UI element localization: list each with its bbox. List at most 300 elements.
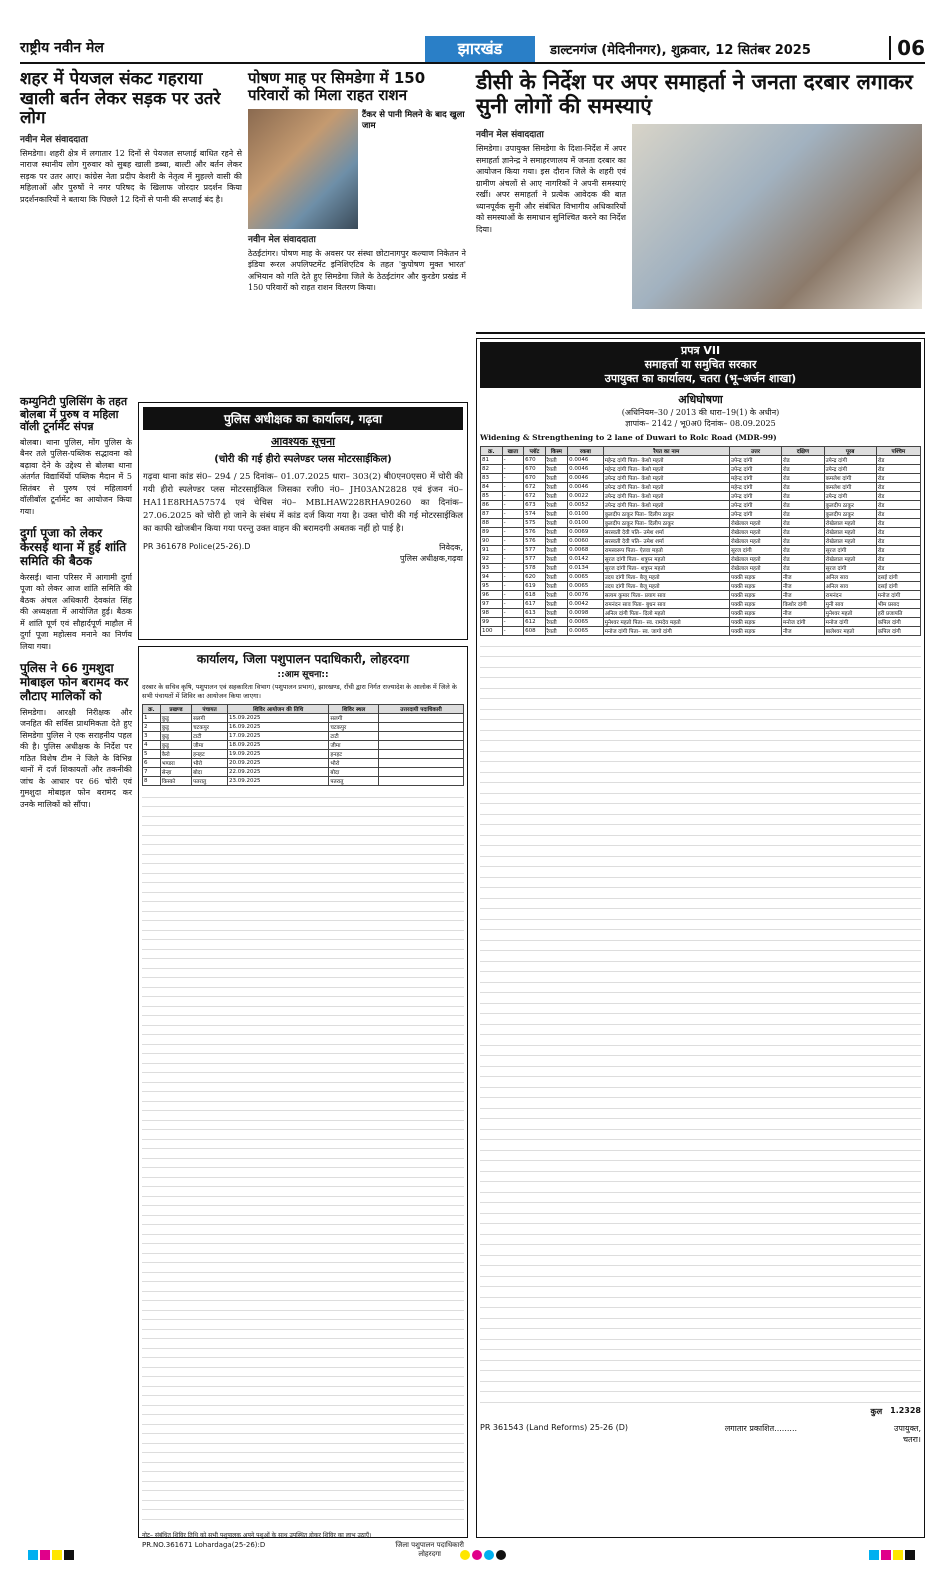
table-cell: रैयती [545,564,567,573]
table-cell: रैयती [545,555,567,564]
table-row [143,714,464,723]
table-cell: उपेन्द्र दांगी [824,456,876,465]
sign-line: उपायुक्त, [893,1424,921,1433]
notice-subtitle-2: (चोरी की गई हीरो स्पलेण्डर प्लस मोटरसाईकिल) [214,454,392,465]
land-header: क्र. [481,447,503,456]
table-cell: 95 [481,582,503,591]
table-cell: उपेन्द्र दांगी [824,492,876,501]
act-line: (अधिनियम–30 / 2013 की धारा–19(1) के अधीन) [621,408,780,417]
notice-animal-husbandry [138,646,468,1558]
land-header: उत्तर [729,447,781,456]
table-cell: बालेश्वर महतो [824,627,876,636]
table-cell: टाटी [192,732,228,741]
table-cell: सरस्वती देवी पति– उमेश शर्मा [603,537,729,546]
table-cell: 670 [524,456,546,465]
table-cell: कपिल दांगी [876,618,920,627]
ref-line: ज्ञापांक– 2142 / भू0अ0 दिनांक– 08.09.2025 [625,419,776,428]
table-cell: रोखेलाल महतो [824,528,876,537]
camp-header: शिविर स्थल [329,705,379,714]
table-cell: 575 [524,519,546,528]
table-cell: 18.09.2025 [228,741,329,750]
table-cell: रोखेलाल महतो [729,519,781,528]
table-cell: रोड [876,519,920,528]
table-cell: 620 [524,573,546,582]
table-cell: - [502,474,524,483]
table-cell: रोड [876,555,920,564]
table-cell: पक्की सड़क [729,573,781,582]
table-cell: मनोज दांगी पिता– स्व. जागो दांगी [603,627,729,636]
table-cell: 0.0069 [568,528,604,537]
table-cell: महेन्द्र दांगी पिता– केशो महतो [603,456,729,465]
table-cell: 0.0060 [568,537,604,546]
sign-line: निवेदक, [439,543,463,552]
table-cell: पक्की सड़क [729,627,781,636]
notice-intro: दरबार के सचिव कृषि, पशुपालन एवं सहकारिता विभाग (पशुपालन प्रभाग), झारखण्ड, राँची द्वारा निर्गत राज्यादेश के आलोक में जिले के सभी पंचायतों में शिविर का आयोजन किया जाएगा। [142,683,457,700]
land-header: दक्षिण [782,447,825,456]
table-cell: 20.09.2025 [228,759,329,768]
table-cell: 22.09.2025 [228,768,329,777]
table-cell: 98 [481,609,503,618]
table-cell: रैयती [545,465,567,474]
table-row [481,537,921,546]
sign-line: जिला पशुपालन पदाधिकारी [395,1541,464,1549]
story-body-mobile: सिमडेगा। आरक्षी निरीक्षक और जनहित की सर्विस प्राथमिकता देते हुए सिमडेगा पुलिस ने एक सराहनीय पहल की है। पुलिस अधीक्षक के निर्देश पर गठित विशेष टीम ने जिले के विभिन्न थानों में दर्ज शिकायतों और तकनीकी जांच के आधार पर 66 चोरी एवं गुमशुदा मोबाइल फोन बरामद कर उनके मालिकों को सौंपा। [20,707,132,809]
table-cell: रोड [876,492,920,501]
table-row [481,501,921,510]
table-cell: पतरातु [329,777,379,786]
table-cell: - [502,528,524,537]
color-swatches-right [869,1545,917,1564]
table-cell: सेन्हा [160,768,191,777]
notice-title: पुलिस अधीक्षक का कार्यालय, गढ़वा [143,407,463,430]
table-cell: 576 [524,537,546,546]
table-cell: उदय दांगी पिता– बैजू महतो [603,573,729,582]
table-cell: 0.0100 [568,519,604,528]
table-cell: रोखेलाल महतो [729,564,781,573]
table-cell: रोड [782,510,825,519]
table-cell: बोदा [192,768,228,777]
table-cell: - [502,483,524,492]
camp-table [142,704,464,786]
table-cell: रैयती [545,537,567,546]
color-dots-center [460,1545,508,1564]
table-cell: किस्को [160,777,191,786]
table-cell: 577 [524,555,546,564]
table-cell: रोड [782,492,825,501]
table-cell: रोड [782,456,825,465]
table-cell: 89 [481,528,503,537]
table-cell: कुडू [160,732,191,741]
headline: शहर में पेयजल संकट गहराया खाली बर्तन लेकर सड़क पर उतरे लोग [20,69,221,129]
table-row [481,591,921,600]
table-cell: उपेन्द्र दांगी [729,492,781,501]
table-cell: उपेन्द्र दांगी [729,501,781,510]
story-body-volley: बोलबा। थाना पुलिस, मोंग पुलिस के बैनर तले पुलिस-पब्लिक सद्भावना को बढ़ावा देने के उद्देश्य से बोलबा थाना अंतर्गत विद्यार्थियों पब्लिक मैदान में 5 सितंबर से पुरुष एवं महिलावर्ग वॉलीबॉल टूर्नामेंट का आयोजन किया गया। [20,437,132,516]
table-cell: नीज [782,573,825,582]
story-body: ठेठईटांगर। पोषण माह के अवसर पर संस्था छोटानागपुर कल्याण निकेतन ने इंडिया रूरल अपलिफ्टमेंट इनिशिएटिव के तहत 'कुपोषण मुक्त भारत' अभियान को गति देते हुए सिमडेगा जिले के ठेठईटांगर और कुरडेग प्रखंड में 150 परिवारों को राहत राशन वितरण किया। [248,248,466,292]
table-cell: उपेन्द्र दांगी [729,465,781,474]
table-cell: सूरज दांगी [824,546,876,555]
project-name: Widening & Strengthening to 2 lane of Duwari to Rolc Road (MDR-99) [480,433,777,442]
table-cell: रोड [876,483,920,492]
headline: पोषण माह पर सिमडेगा में 150 परिवारों को मिला राहत राशन [248,69,426,105]
table-cell: 82 [481,465,503,474]
table-cell: 81 [481,456,503,465]
table-row [481,564,921,573]
table-cell: रोड [782,528,825,537]
paper-name: राष्ट्रीय नवीन मेल [20,40,104,56]
table-cell: अनिल साव [824,582,876,591]
table-cell: 7 [143,768,161,777]
table-cell [379,777,464,786]
pull-quote: टैंकर से पानी मिलने के बाद खुला जाम [362,109,465,131]
table-cell: - [502,519,524,528]
notice-head: अधिघोषणा [678,393,723,406]
notice-footer: नोट– संबंधित शिविर तिथि को सभी पशुपालक अपने पशुओं के साथ उपस्थित होकर शिविर का लाभ उठाएँ। [142,1532,372,1539]
story-body: सिमडेगा। शहरी क्षेत्र में लगातार 12 दिनों से पेयजल सप्लाई बाधित रहने से नाराज स्थानीय लोग गुरुवार को सुबह खाली डब्बा, बाल्टी और बर्तन लेकर सड़क पर उतर आए। कांग्रेस नेता प्रदीप केशरी के नेतृत्व में मुहल्ले वासी की महिलाओं और पुरुषों ने नगर परिषद के खिलाफ जोरदार प्रदर्शन किया प्रदर्शनकारियों ने बताया कि पिछले 12 दिनों से पानी की सप्लाई बंद है। [20,148,242,204]
pr-number: PR 361678 Police(25-26).D [143,542,251,551]
table-cell: कमलेश दांगी [824,474,876,483]
table-cell: रैयती [545,474,567,483]
table-cell: 574 [524,510,546,519]
table-cell: 0.0076 [568,591,604,600]
table-row [481,510,921,519]
table-cell: - [502,618,524,627]
table-cell: मुनेश्वर महतो पिता– स्व. रामदेव महतो [603,618,729,627]
table-cell: सरस्वती देवी पति– उमेश शर्मा [603,528,729,537]
table-cell: 0.0022 [568,492,604,501]
table-cell [379,723,464,732]
table-cell: 2 [143,723,161,732]
table-cell: पक्की सड़क [729,582,781,591]
table-cell: 6 [143,759,161,768]
table-cell: 83 [481,474,503,483]
table-cell: 0.0046 [568,483,604,492]
table-cell: 576 [524,528,546,537]
table-cell: नीज [782,627,825,636]
table-cell: दसई दांगी [876,573,920,582]
table-cell: रोड [782,465,825,474]
table-cell: मनोज दांगी [824,618,876,627]
table-cell: 97 [481,600,503,609]
table-cell: रैयती [545,582,567,591]
land-header: पश्चिम [876,447,920,456]
table-cell: महेन्द्र दांगी पिता– केशो महतो [603,465,729,474]
table-cell: 0.0068 [568,546,604,555]
table-cell: रोखेलाल महतो [729,537,781,546]
table-cell: पक्की सड़क [729,600,781,609]
pr-number: PR.NO.361671 Lohardaga(25-26):D [142,1541,266,1549]
table-row [481,582,921,591]
table-cell: 0.0052 [568,501,604,510]
table-cell: हनहट [192,750,228,759]
table-cell: बोदा [329,768,379,777]
table-cell: अनिल साव [824,573,876,582]
table-cell: 672 [524,483,546,492]
table-cell: रैयती [545,519,567,528]
table-cell: 8 [143,777,161,786]
table-row [481,600,921,609]
table-row [481,456,921,465]
table-cell [379,732,464,741]
table-cell: - [502,627,524,636]
table-cell: कुडू [160,723,191,732]
table-cell: रैयती [545,573,567,582]
headline: डीसी के निर्देश पर अपर समाहर्ता ने जनता दरबार लगाकर सुनी लोगों की समस्याएं [476,70,913,119]
continued-note: लगातार प्रकाशित......... [724,1424,798,1433]
notice-subtitle: ::आम सूचना:: [277,670,329,680]
table-cell: कुडू [160,741,191,750]
table-cell: रैयती [545,501,567,510]
table-cell [379,741,464,750]
camp-header: क्र. [143,705,161,714]
byline: नवीन मेल संवाददाता [248,234,316,245]
table-cell: सलगी [192,714,228,723]
table-cell: 0.0065 [568,582,604,591]
table-cell: हरी प्रजापति [876,609,920,618]
ration-photo [248,109,358,229]
table-cell: महेन्द्र दांगी [729,483,781,492]
table-cell: नीज [782,591,825,600]
table-cell: रैयती [545,609,567,618]
table-row [143,768,464,777]
notice-subtitle: आवश्यक सूचना [270,435,336,448]
table-cell: - [502,600,524,609]
notice-land-acquisition [476,338,925,1538]
table-row [481,528,921,537]
table-cell: पक्की सड़क [729,609,781,618]
sign-place: चतरा। [902,1435,921,1444]
table-cell: - [502,465,524,474]
table-cell: 94 [481,573,503,582]
table-cell: भौरो [329,759,379,768]
table-cell: पतरातु [192,777,228,786]
table-cell: पक्की सड़क [729,618,781,627]
table-cell: रोड [876,510,920,519]
table-row [481,483,921,492]
camp-header: प्रखण्ड [160,705,191,714]
table-cell: 0.0065 [568,573,604,582]
form-label: प्रपत्र VII [680,344,721,357]
table-cell: 5 [143,750,161,759]
land-header: किस्म [545,447,567,456]
table-cell: 96 [481,591,503,600]
table-cell: भीम प्रसाद [876,600,920,609]
darbar-photo [632,124,922,309]
camp-header: शिविर आयोजन की तिथि [228,705,329,714]
table-cell: हनहट [329,750,379,759]
table-cell: - [502,573,524,582]
table-cell: उपेन्द्र दांगी पिता– केशो महतो [603,501,729,510]
story-nutrition [248,70,466,390]
table-cell: रोखेलाल महतो [729,528,781,537]
table-cell: 670 [524,465,546,474]
table-cell: 0.0042 [568,600,604,609]
table-cell: कुडू [160,714,191,723]
table-cell: रैयती [545,627,567,636]
masthead [20,36,925,64]
page-number: 06 [889,36,925,60]
table-cell: - [502,510,524,519]
story-janta-darbar [476,70,925,332]
table-cell: - [502,609,524,618]
story-body: सिमडेगा। उपायुक्त सिमडेगा के दिशा-निर्देश में अपर समाहर्ता ज्ञानेन्द्र ने समाहरणालय में जनता दरबार का आयोजन किया गया। इस दौरान जिले के शहरी एवं ग्रामीण अंचलों से आए नागरिकों ने अपनी समस्याएं रखीं। अपर समाहर्ता ने प्रत्येक आवेदक की बात ध्यानपूर्वक सुनी और संबंधित विभागीय अधिकारियों को समस्याओं के समाधान सुनिश्चित करने का निर्देश दिया। [476,144,626,234]
table-row [143,777,464,786]
table-cell: 19.09.2025 [228,750,329,759]
table-cell: भौरो [192,759,228,768]
table-cell: 23.09.2025 [228,777,329,786]
table-cell: - [502,456,524,465]
table-cell: रोड [876,546,920,555]
notice-body: गढ़वा थाना कांड सं0– 294 / 25 दिनांक– 01.07.2025 धारा– 303(2) बी0एन0एस0 में चोरी की गयी हीरो स्पलेण्डर प्लस मोटरसाईकिल जिसका रजी0 नं0– JH03AN2828 एवं इंजन नं0– HA11E8RHA57574 एवं चेचिस नं0– MBLHAW228RHA90260 का दिनांक– 27.06.2025 को चोरी हो जाने के संबंध में कांड दर्ज किया गया है। उक्त चोरी की गई मोटरसाईकिल का काफी खोजबीन किया गया परन्तु उक्त वाहन की बरामदगी अबतक नहीं हो पाई है। [143,472,463,534]
table-cell: उपेन्द्र दांगी पिता– केशो महतो [603,492,729,501]
table-cell: 99 [481,618,503,627]
table-row [481,609,921,618]
notice-subtitle: उपायुक्त का कार्यालय, चतरा (भू–अर्जन शाखा) [604,372,797,385]
table-cell: 0.0065 [568,618,604,627]
table-cell: 1 [143,714,161,723]
table-cell: रोड [782,537,825,546]
table-cell: 618 [524,591,546,600]
notice-title: समाहर्त्ता या समुचित सरकार [644,358,757,371]
table-cell: 0.0065 [568,627,604,636]
table-cell: सूरज दांगी पिता– शत्रुघ्न महतो [603,564,729,573]
table-cell: कुलदीप ठाकुर [824,510,876,519]
story-water-crisis [20,70,242,390]
table-cell: रैयती [545,591,567,600]
table-cell [379,750,464,759]
table-cell: उदय दांगी पिता– बैजू महतो [603,582,729,591]
table-cell: रोड [876,528,920,537]
table-cell: रैयती [545,483,567,492]
table-row [143,723,464,732]
table-cell: जीमा [329,741,379,750]
table-cell: मुनेश्वर महतो [824,609,876,618]
table-cell: 0.0046 [568,465,604,474]
dateline: डाल्टनगंज (मेदिनीनगर), शुक्रवार, 12 सितंबर 2025 [550,43,811,58]
table-cell: रोड [782,564,825,573]
table-cell: कुलदीप ठाकुर [824,501,876,510]
table-continuation [480,636,921,1406]
table-cell: 88 [481,519,503,528]
table-cell: भण्डरा [160,759,191,768]
table-cell: उपेन्द्र दांगी [824,465,876,474]
table-cell: रोड [782,483,825,492]
table-row [143,732,464,741]
table-cell: रोड [876,537,920,546]
table-cell: 613 [524,609,546,618]
table-row [481,555,921,564]
table-cell: रामनंदन [824,591,876,600]
table-cell: रैयती [545,546,567,555]
table-cell: मुनी साव [824,600,876,609]
table-cell: 100 [481,627,503,636]
headline-volley: कम्युनिटी पुलिसिंग के तहत बोलबा में पुरुष व महिला वॉली टूर्नामेंट संपन्न [20,395,128,434]
table-cell: उपेन्द्र दांगी [729,456,781,465]
table-cell: - [502,537,524,546]
table-cell: उपेन्द्र दांगी पिता– केशो महतो [603,483,729,492]
byline: नवीन मेल संवाददाता [476,130,544,141]
sign-place: लोहरदगा [418,1550,441,1558]
divider [476,332,925,334]
table-cell: रामस्वरूप पिता– ऐतवा महतो [603,546,729,555]
table-cell: चटकपुर [192,723,228,732]
table-cell: पक्की सड़क [729,591,781,600]
table-cell: कैरो [160,750,191,759]
table-row [143,759,464,768]
table-cell: सलगी [329,714,379,723]
camp-header: उत्तरदायी पदाधिकारी [379,705,464,714]
table-cell: रोखेलाल महतो [729,555,781,564]
table-cell: 578 [524,564,546,573]
table-cell: सूरज दांगी [729,546,781,555]
table-cell: कमलेश दांगी [824,483,876,492]
table-cell: चटकपुर [329,723,379,732]
table-cell: 608 [524,627,546,636]
total-label: कुल [870,1407,883,1416]
table-cell [379,768,464,777]
table-cell: 0.0046 [568,474,604,483]
table-row [143,750,464,759]
table-cell: रैयती [545,492,567,501]
table-cell: - [502,591,524,600]
table-cell: रोड [782,546,825,555]
table-cell: नीज [782,582,825,591]
table-cell: - [502,501,524,510]
table-cell: रोखेलाल महतो [824,555,876,564]
table-cell: जीमा [192,741,228,750]
table-cell: 90 [481,537,503,546]
table-cell: 4 [143,741,161,750]
table-cell: रोड [876,564,920,573]
table-cell: 673 [524,501,546,510]
notice-title: कार्यालय, जिला पशुपालन पदाधिकारी, लोहरदगा [196,652,410,666]
table-cell: 617 [524,600,546,609]
notice-police-garhwa [138,402,468,640]
story-body-durga: केरसई। थाना परिसर में आगामी दुर्गा पूजा को लेकर आज शांति समिति की बैठक अंचल अधिकारी देवकांत सिंह की अध्यक्षता में आयोजित हुई। बैठक में शांति पूर्ण एवं सौहार्दपूर्ण माहौल में दुर्गा पूजा महोत्सव मनाने का निर्णय लिया गया। [20,572,132,651]
table-cell: - [502,546,524,555]
table-cell: रोड [876,474,920,483]
headline-durga: दुर्गा पूजा को लेकर केरसई थाना में हुई शांति समिति की बैठक [20,526,127,569]
table-row [481,573,921,582]
registration-marks [20,1545,925,1561]
table-row [481,492,921,501]
table-cell: 612 [524,618,546,627]
table-cell: रैयती [545,618,567,627]
table-cell: अनिल दांगी पिता– दिलो महतो [603,609,729,618]
table-cell: रोखेलाल महतो [824,519,876,528]
table-cell: सत्यम कुमार पिता– प्रयाग साव [603,591,729,600]
table-cell: रोड [876,456,920,465]
table-cell [379,714,464,723]
table-cell: रैयती [545,528,567,537]
table-cell: मनोज दांगी [782,618,825,627]
table-cell: 91 [481,546,503,555]
total-value: 1.2328 [890,1406,921,1415]
pr-number: PR 361543 (Land Reforms) 25-26 (D) [480,1423,628,1432]
table-continuation [142,788,464,1528]
table-cell: रोड [876,465,920,474]
table-cell: नीज [782,609,825,618]
table-cell: रोड [876,501,920,510]
table-cell: उपेन्द्र दांगी [729,510,781,519]
table-cell: 85 [481,492,503,501]
table-cell: 577 [524,546,546,555]
land-header: खाता [502,447,524,456]
table-row [481,618,921,627]
table-row [481,546,921,555]
table-cell: 15.09.2025 [228,714,329,723]
